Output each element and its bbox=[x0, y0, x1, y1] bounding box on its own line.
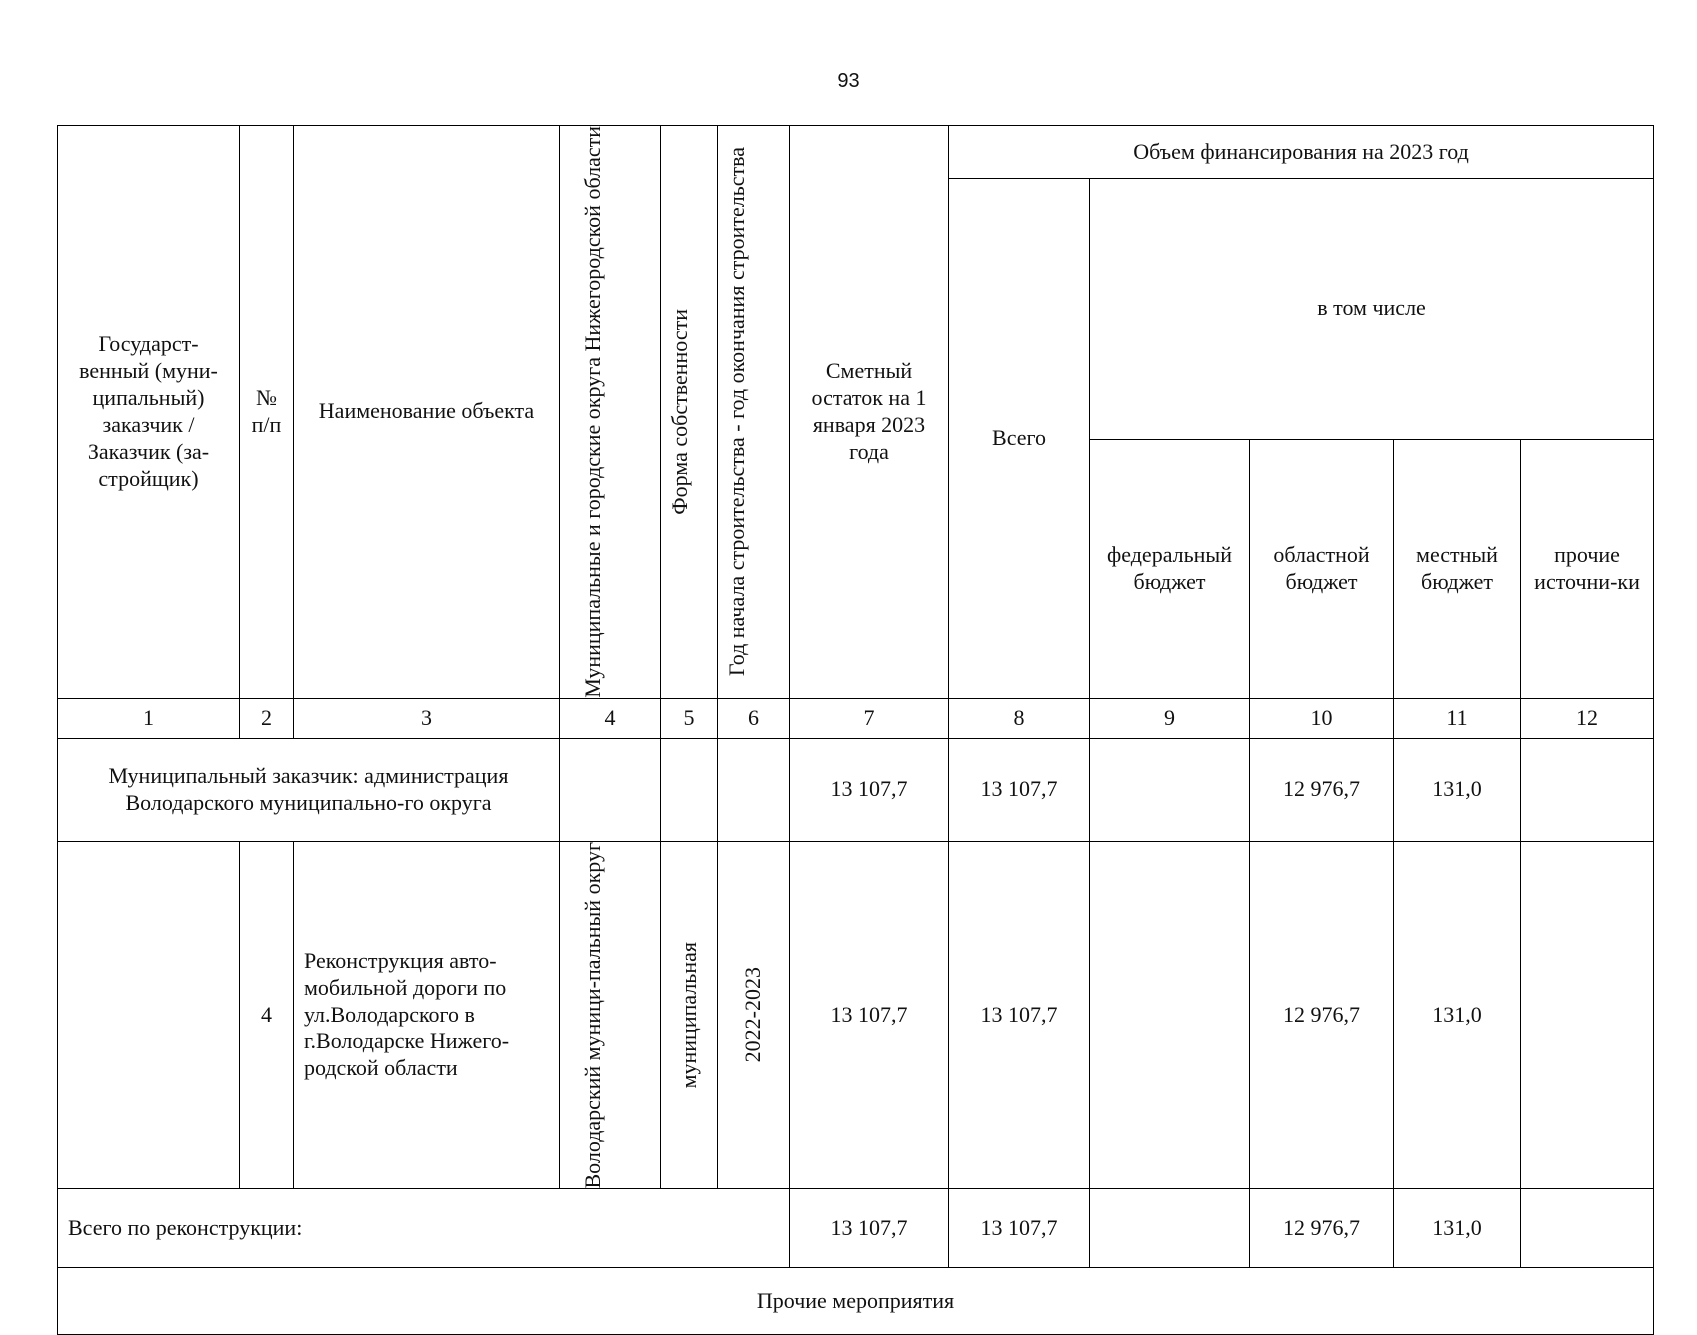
object-total: 13 107,7 bbox=[949, 841, 1090, 1189]
customer-ownership-cell bbox=[661, 738, 718, 841]
object-remaining: 13 107,7 bbox=[790, 841, 949, 1189]
customer-total: 13 107,7 bbox=[949, 738, 1090, 841]
header-number: № п/п bbox=[240, 126, 294, 699]
object-customer-cell bbox=[58, 841, 240, 1189]
customer-district-cell bbox=[560, 738, 661, 841]
column-number: 5 bbox=[661, 698, 718, 738]
object-name: Реконструкция авто-мобильной дороги по ул.Володарского в г.Володарске Нижего-родской области bbox=[294, 841, 560, 1189]
column-number: 12 bbox=[1521, 698, 1654, 738]
total-label: Всего по реконструкции: bbox=[58, 1189, 790, 1268]
customer-regional: 12 976,7 bbox=[1250, 738, 1394, 841]
total-federal bbox=[1090, 1189, 1250, 1268]
object-federal bbox=[1090, 841, 1250, 1189]
header-row-1 bbox=[58, 126, 1654, 179]
header-other: прочие источни-ки bbox=[1521, 439, 1654, 698]
header-remaining: Сметный остаток на 1 января 2023 года bbox=[790, 126, 949, 699]
customer-label: Муниципальный заказчик: администрация Володарского муниципально-го округа bbox=[58, 738, 560, 841]
object-number: 4 bbox=[240, 841, 294, 1189]
header-customer: Государст-венный (муни-ципальный) заказчик / Заказчик (за-стройщик) bbox=[58, 126, 240, 699]
customer-row bbox=[58, 738, 1654, 841]
header-years bbox=[718, 126, 790, 699]
object-district bbox=[560, 841, 661, 1189]
header-district bbox=[560, 126, 661, 699]
section-label: Прочие мероприятия bbox=[58, 1268, 1654, 1335]
financing-table bbox=[57, 125, 1654, 1335]
customer-remaining: 13 107,7 bbox=[790, 738, 949, 841]
page-number: 93 bbox=[837, 70, 860, 92]
object-ownership-text: муниципальная bbox=[675, 941, 701, 1089]
column-number: 6 bbox=[718, 698, 790, 738]
object-other bbox=[1521, 841, 1654, 1189]
header-ownership-text: Форма собственности bbox=[667, 308, 692, 515]
customer-federal bbox=[1090, 738, 1250, 841]
column-number: 9 bbox=[1090, 698, 1250, 738]
object-row bbox=[58, 841, 1654, 1189]
header-federal: федеральный бюджет bbox=[1090, 439, 1250, 698]
header-district-text: Муниципальные и городские округа Нижегородской области bbox=[580, 126, 605, 698]
total-remaining: 13 107,7 bbox=[790, 1189, 949, 1268]
column-number-row bbox=[58, 698, 1654, 738]
customer-other bbox=[1521, 738, 1654, 841]
header-object-name: Наименование объекта bbox=[294, 126, 560, 699]
object-years-text: 2022-2023 bbox=[740, 967, 766, 1063]
total-other bbox=[1521, 1189, 1654, 1268]
header-regional: областной бюджет bbox=[1250, 439, 1394, 698]
column-number: 2 bbox=[240, 698, 294, 738]
object-regional: 12 976,7 bbox=[1250, 841, 1394, 1189]
column-number: 7 bbox=[790, 698, 949, 738]
header-years-text: Год начала строительства - год окончания строительства bbox=[724, 147, 749, 677]
column-number: 3 bbox=[294, 698, 560, 738]
total-total: 13 107,7 bbox=[949, 1189, 1090, 1268]
total-row bbox=[58, 1189, 1654, 1268]
column-number: 11 bbox=[1394, 698, 1521, 738]
object-ownership bbox=[661, 841, 718, 1189]
customer-years-cell bbox=[718, 738, 790, 841]
column-number: 8 bbox=[949, 698, 1090, 738]
object-years bbox=[718, 841, 790, 1189]
header-including: в том числе bbox=[1090, 179, 1654, 440]
customer-local: 131,0 bbox=[1394, 738, 1521, 841]
section-row bbox=[58, 1268, 1654, 1335]
header-local: местный бюджет bbox=[1394, 439, 1521, 698]
header-ownership bbox=[661, 126, 718, 699]
total-local: 131,0 bbox=[1394, 1189, 1521, 1268]
object-local: 131,0 bbox=[1394, 841, 1521, 1189]
column-number: 10 bbox=[1250, 698, 1394, 738]
total-regional: 12 976,7 bbox=[1250, 1189, 1394, 1268]
header-total: Всего bbox=[949, 179, 1090, 699]
header-funding-group: Объем финансирования на 2023 год bbox=[949, 126, 1654, 179]
object-district-text: Володарский муници-пальный округ bbox=[580, 841, 605, 1189]
column-number: 4 bbox=[560, 698, 661, 738]
column-number: 1 bbox=[58, 698, 240, 738]
